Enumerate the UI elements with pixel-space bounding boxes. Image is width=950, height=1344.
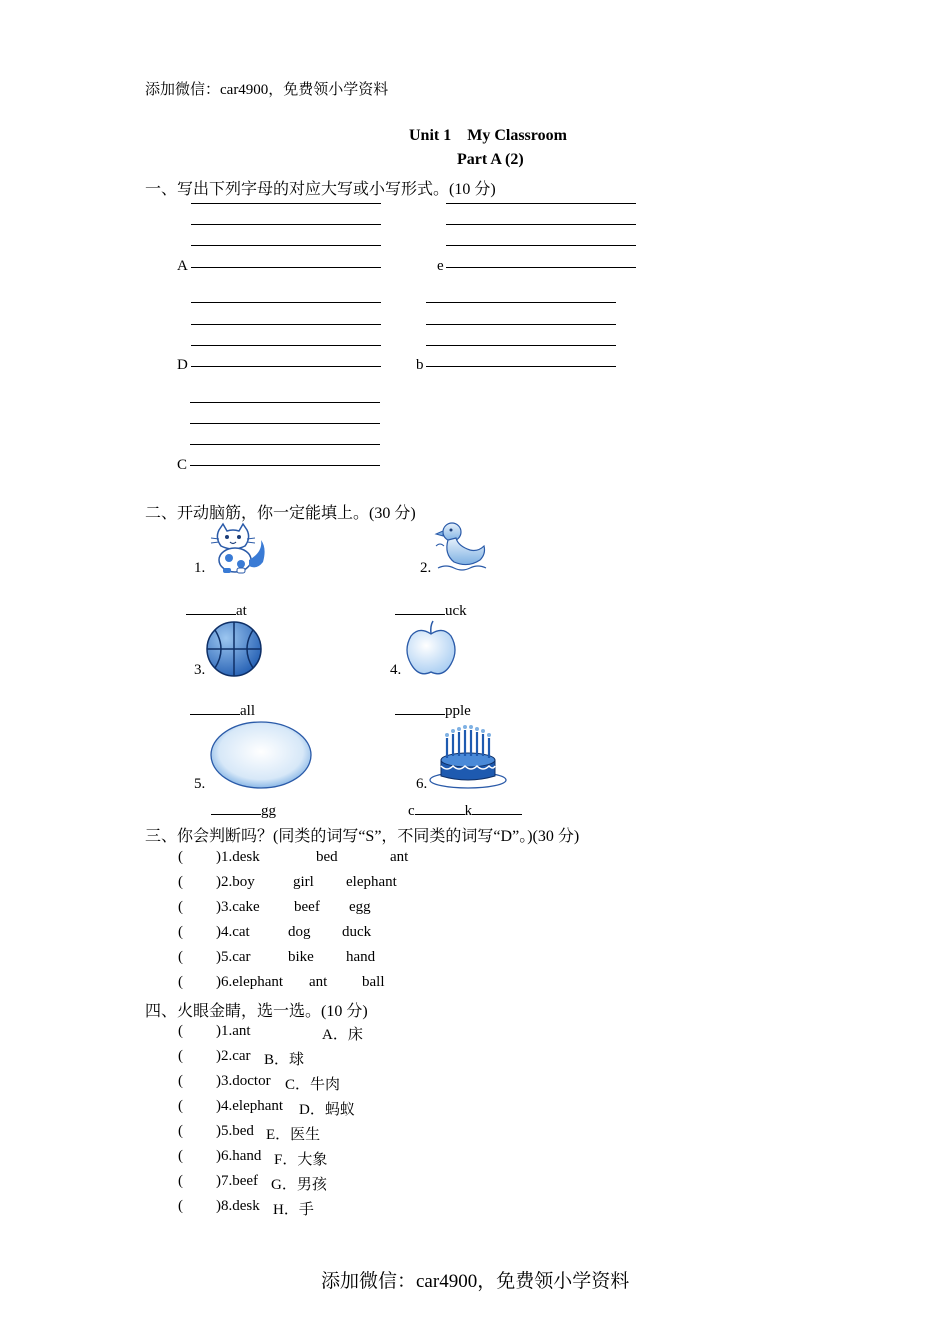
word-1: )2.boy: [216, 874, 255, 890]
fill-blank-item: [395, 600, 467, 620]
match-item: )6.hand: [216, 1148, 262, 1164]
word-1: )6.elephant: [216, 974, 284, 990]
word-1: )1.desk: [216, 849, 260, 865]
word-1: )5.car: [216, 949, 251, 965]
word-tail: at: [236, 603, 247, 619]
answer-blank[interactable]: [186, 600, 236, 615]
section1-heading: 一、写出下列字母的对应大写或小写形式。(10 分): [145, 181, 496, 198]
match-option: H．手: [273, 1202, 314, 1218]
answer-slot[interactable]: [186, 1148, 214, 1166]
cake-icon: [429, 720, 507, 790]
writing-line: [191, 224, 381, 225]
watermark-top: 添加微信：car4900，免费领小学资料: [145, 82, 389, 98]
word-3: elephant: [346, 874, 397, 890]
writing-line: [426, 324, 616, 325]
match-option: B．球: [264, 1052, 305, 1068]
letter-label: A: [177, 258, 188, 274]
answer-slot[interactable]: [186, 1048, 214, 1066]
item-number: 4.: [390, 662, 402, 678]
paren-open: (: [178, 924, 183, 940]
writing-line: [191, 366, 381, 367]
cat-icon: [205, 522, 269, 574]
apple-icon: [403, 620, 459, 678]
paren-open: (: [178, 1123, 183, 1139]
match-option: E．医生: [266, 1127, 321, 1143]
paren-open: (: [178, 1073, 183, 1089]
fill-blank-item: [211, 800, 276, 820]
writing-line: [190, 402, 380, 403]
answer-slot[interactable]: [186, 1173, 214, 1191]
section2-heading: 二、开动脑筋，你一定能填上。(30 分): [145, 505, 416, 522]
word-1: )4.cat: [216, 924, 250, 940]
answer-slot[interactable]: [186, 849, 214, 867]
match-item: )2.car: [216, 1048, 251, 1064]
writing-line: [191, 324, 381, 325]
word-head: c: [408, 803, 415, 819]
writing-line: [426, 345, 616, 346]
word-2: dog: [288, 924, 311, 940]
answer-slot[interactable]: [186, 899, 214, 917]
letter-label: C: [177, 457, 188, 473]
word-3: hand: [346, 949, 376, 965]
answer-blank[interactable]: [415, 800, 465, 815]
match-item: )4.elephant: [216, 1098, 284, 1114]
writing-line: [446, 224, 636, 225]
word-tail: gg: [261, 803, 276, 819]
duck-icon: [434, 518, 490, 574]
answer-slot[interactable]: [186, 1073, 214, 1091]
writing-line: [426, 302, 616, 303]
item-number: 6.: [416, 776, 428, 792]
answer-slot[interactable]: [186, 874, 214, 892]
paren-open: (: [178, 849, 183, 865]
item-number: 3.: [194, 662, 206, 678]
writing-line: [191, 345, 381, 346]
answer-slot[interactable]: [186, 1123, 214, 1141]
match-option: F．大象: [274, 1152, 328, 1168]
page-subtitle: Part A (2): [457, 151, 524, 168]
writing-line: [446, 245, 636, 246]
paren-open: (: [178, 1023, 183, 1039]
answer-blank[interactable]: [395, 700, 445, 715]
ball-icon: [205, 620, 263, 678]
match-option: G．男孩: [271, 1177, 327, 1193]
section4-heading: 四、火眼金睛，选一选。(10 分): [145, 1003, 368, 1020]
answer-blank[interactable]: [395, 600, 445, 615]
paren-open: (: [178, 1198, 183, 1214]
answer-slot[interactable]: [186, 1198, 214, 1216]
writing-line: [190, 465, 380, 466]
paren-open: (: [178, 899, 183, 915]
item-number: 5.: [194, 776, 206, 792]
fill-blank-item: [190, 700, 255, 720]
paren-open: (: [178, 974, 183, 990]
match-item: )3.doctor: [216, 1073, 271, 1089]
match-item: )5.bed: [216, 1123, 254, 1139]
item-number: 2.: [420, 560, 432, 576]
writing-line: [191, 267, 381, 268]
paren-open: (: [178, 1148, 183, 1164]
page-title: Unit 1 My Classroom: [409, 127, 567, 144]
word-2: beef: [294, 899, 320, 915]
word-middle: k: [464, 803, 473, 819]
paren-open: (: [178, 874, 183, 890]
item-number: 1.: [194, 560, 206, 576]
word-tail: pple: [445, 703, 471, 719]
answer-slot[interactable]: [186, 1098, 214, 1116]
word-tail: uck: [445, 603, 467, 619]
answer-slot[interactable]: [186, 1023, 214, 1041]
paren-open: (: [178, 1048, 183, 1064]
match-option: D．蚂蚁: [299, 1102, 355, 1118]
answer-blank[interactable]: [472, 800, 522, 815]
answer-slot[interactable]: [186, 949, 214, 967]
watermark-bottom: 添加微信：car4900，免费领小学资料: [321, 1271, 630, 1292]
letter-label: b: [416, 357, 424, 373]
letter-label: e: [437, 258, 444, 274]
word-3: ball: [362, 974, 385, 990]
writing-line: [446, 203, 636, 204]
word-2: ant: [309, 974, 328, 990]
match-item: )7.beef: [216, 1173, 259, 1189]
fill-blank-item: [395, 700, 471, 720]
match-item: )1.ant: [216, 1023, 251, 1039]
fill-blank-item: [186, 600, 247, 620]
word-1: )3.cake: [216, 899, 260, 915]
answer-blank[interactable]: [190, 700, 240, 715]
word-2: girl: [293, 874, 314, 890]
match-item: )8.desk: [216, 1198, 260, 1214]
answer-slot[interactable]: [186, 974, 214, 992]
fill-blank-item: [408, 800, 522, 820]
answer-slot[interactable]: [186, 924, 214, 942]
paren-open: (: [178, 949, 183, 965]
match-option: A．床: [322, 1027, 363, 1043]
writing-line: [446, 267, 636, 268]
word-2: bike: [288, 949, 314, 965]
letter-label: D: [177, 357, 188, 373]
word-3: duck: [342, 924, 372, 940]
section3-heading: 三、你会判断吗？(同类的词写“S”，不同类的词写“D”。)(30 分): [145, 828, 580, 845]
egg-icon: [209, 720, 313, 790]
writing-line: [426, 366, 616, 367]
word-tail: all: [240, 703, 255, 719]
match-option: C．牛肉: [285, 1077, 341, 1093]
writing-line: [191, 302, 381, 303]
word-2: bed: [316, 849, 338, 865]
word-3: egg: [349, 899, 371, 915]
answer-blank[interactable]: [211, 800, 261, 815]
paren-open: (: [178, 1098, 183, 1114]
writing-line: [191, 203, 381, 204]
writing-line: [190, 444, 380, 445]
writing-line: [191, 245, 381, 246]
writing-line: [190, 423, 380, 424]
word-3: ant: [390, 849, 409, 865]
paren-open: (: [178, 1173, 183, 1189]
